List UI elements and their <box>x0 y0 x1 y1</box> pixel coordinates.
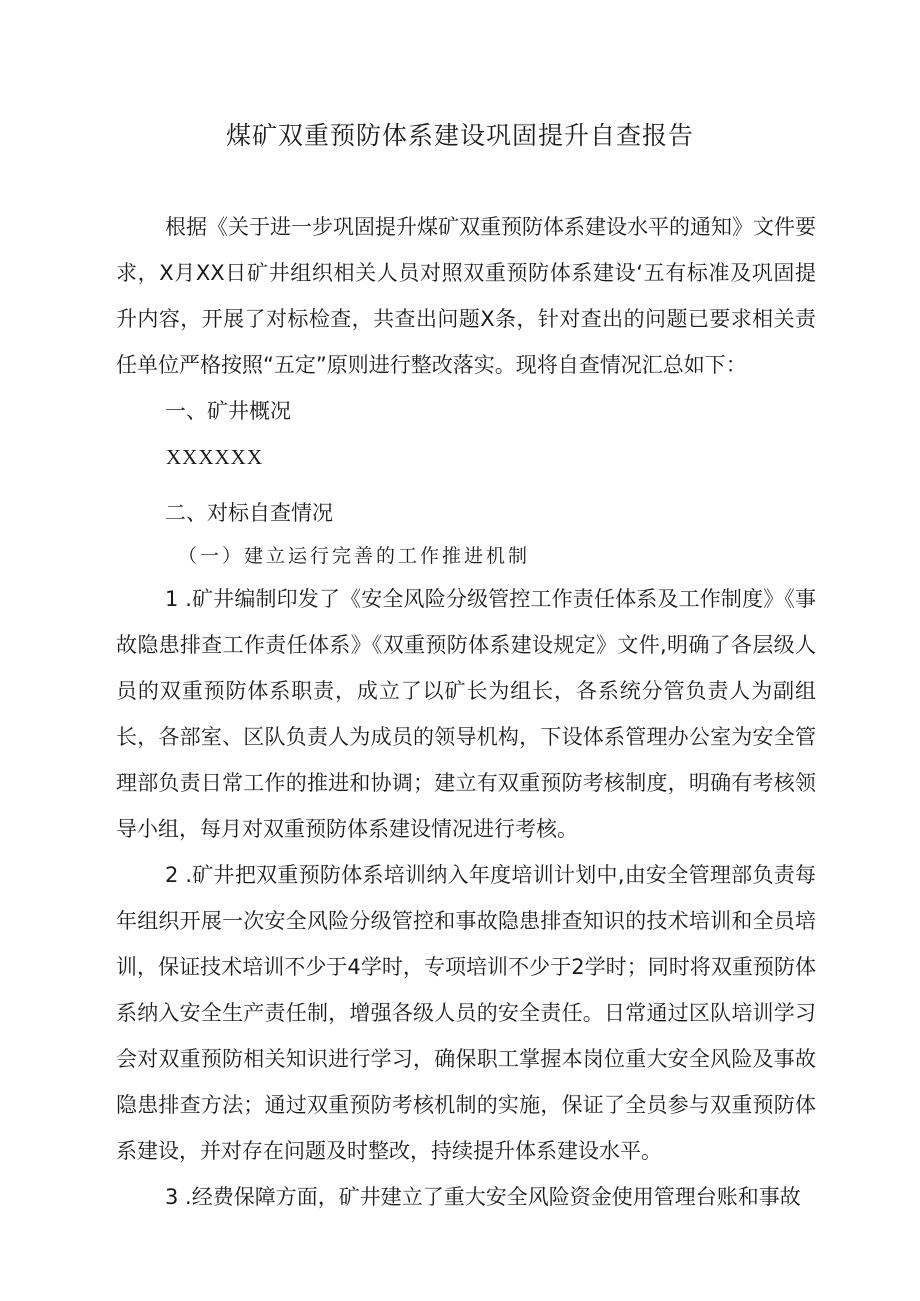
mine-overview-content: XXXXXX <box>166 445 263 469</box>
section-heading-self-check: 二、对标自查情况 <box>165 501 333 525</box>
section-heading-mine-overview: 一、矿井概况 <box>165 399 291 423</box>
item-paragraph-1: 1 .矿井编制印发了《安全风险分级管控工作责任体系及工作制度》《事故隐患排查工作责任体系》《双重预防体系建设规定》文件,明确了各层级人员的双重预防体系职责，成立了以矿长为组长，各系统分管负责人为副组长，各部室、区队负责人为成员的领导机构，下设体系管理办公室为安全管理部负责日常工作的推进和协调；建立有双重预防考核制度，明确有考核领导小组，每月对双重预防体系建设情况进行考核。 <box>116 587 816 841</box>
intro-paragraph: 根据《关于进一步巩固提升煤矿双重预防体系建设水平的通知》文件要求，X月XX日矿井组织相关人员对照双重预防体系建设‘五有标准及巩固提升内容，开展了对标检查，共查出问题X条，针对查出的问题已要求相关责任单位严格按照“五定”原则进行整改落实。现将自查情况汇总如下： <box>116 215 816 377</box>
item-paragraph-2: 2 .矿井把双重预防体系培训纳入年度培训计划中,由安全管理部负责每年组织开展一次安全风险分级管控和事故隐患排查知识的技术培训和全员培训，保证技术培训不少于4学时，专项培训不少于2学时；同时将双重预防体系纳入安全生产责任制，增强各级人员的安全责任。日常通过区队培训学习会对双重预防相关知识进行学习，确保职工掌握本岗位重大安全风险及事故隐患排查方法；通过双重预防考核机制的实施，保证了全员参与双重预防体系建设，并对存在问题及时整改，持续提升体系建设水平。 <box>116 863 816 1163</box>
document-title: 煤矿双重预防体系建设巩固提升自查报告 <box>225 121 694 150</box>
subsection-heading-mechanism: （一）建立运行完善的工作推进机制 <box>178 545 531 567</box>
item-paragraph-3: 3 .经费保障方面，矿井建立了重大安全风险资金使用管理台账和事故 <box>165 1185 801 1209</box>
document-body <box>116 204 816 1220</box>
